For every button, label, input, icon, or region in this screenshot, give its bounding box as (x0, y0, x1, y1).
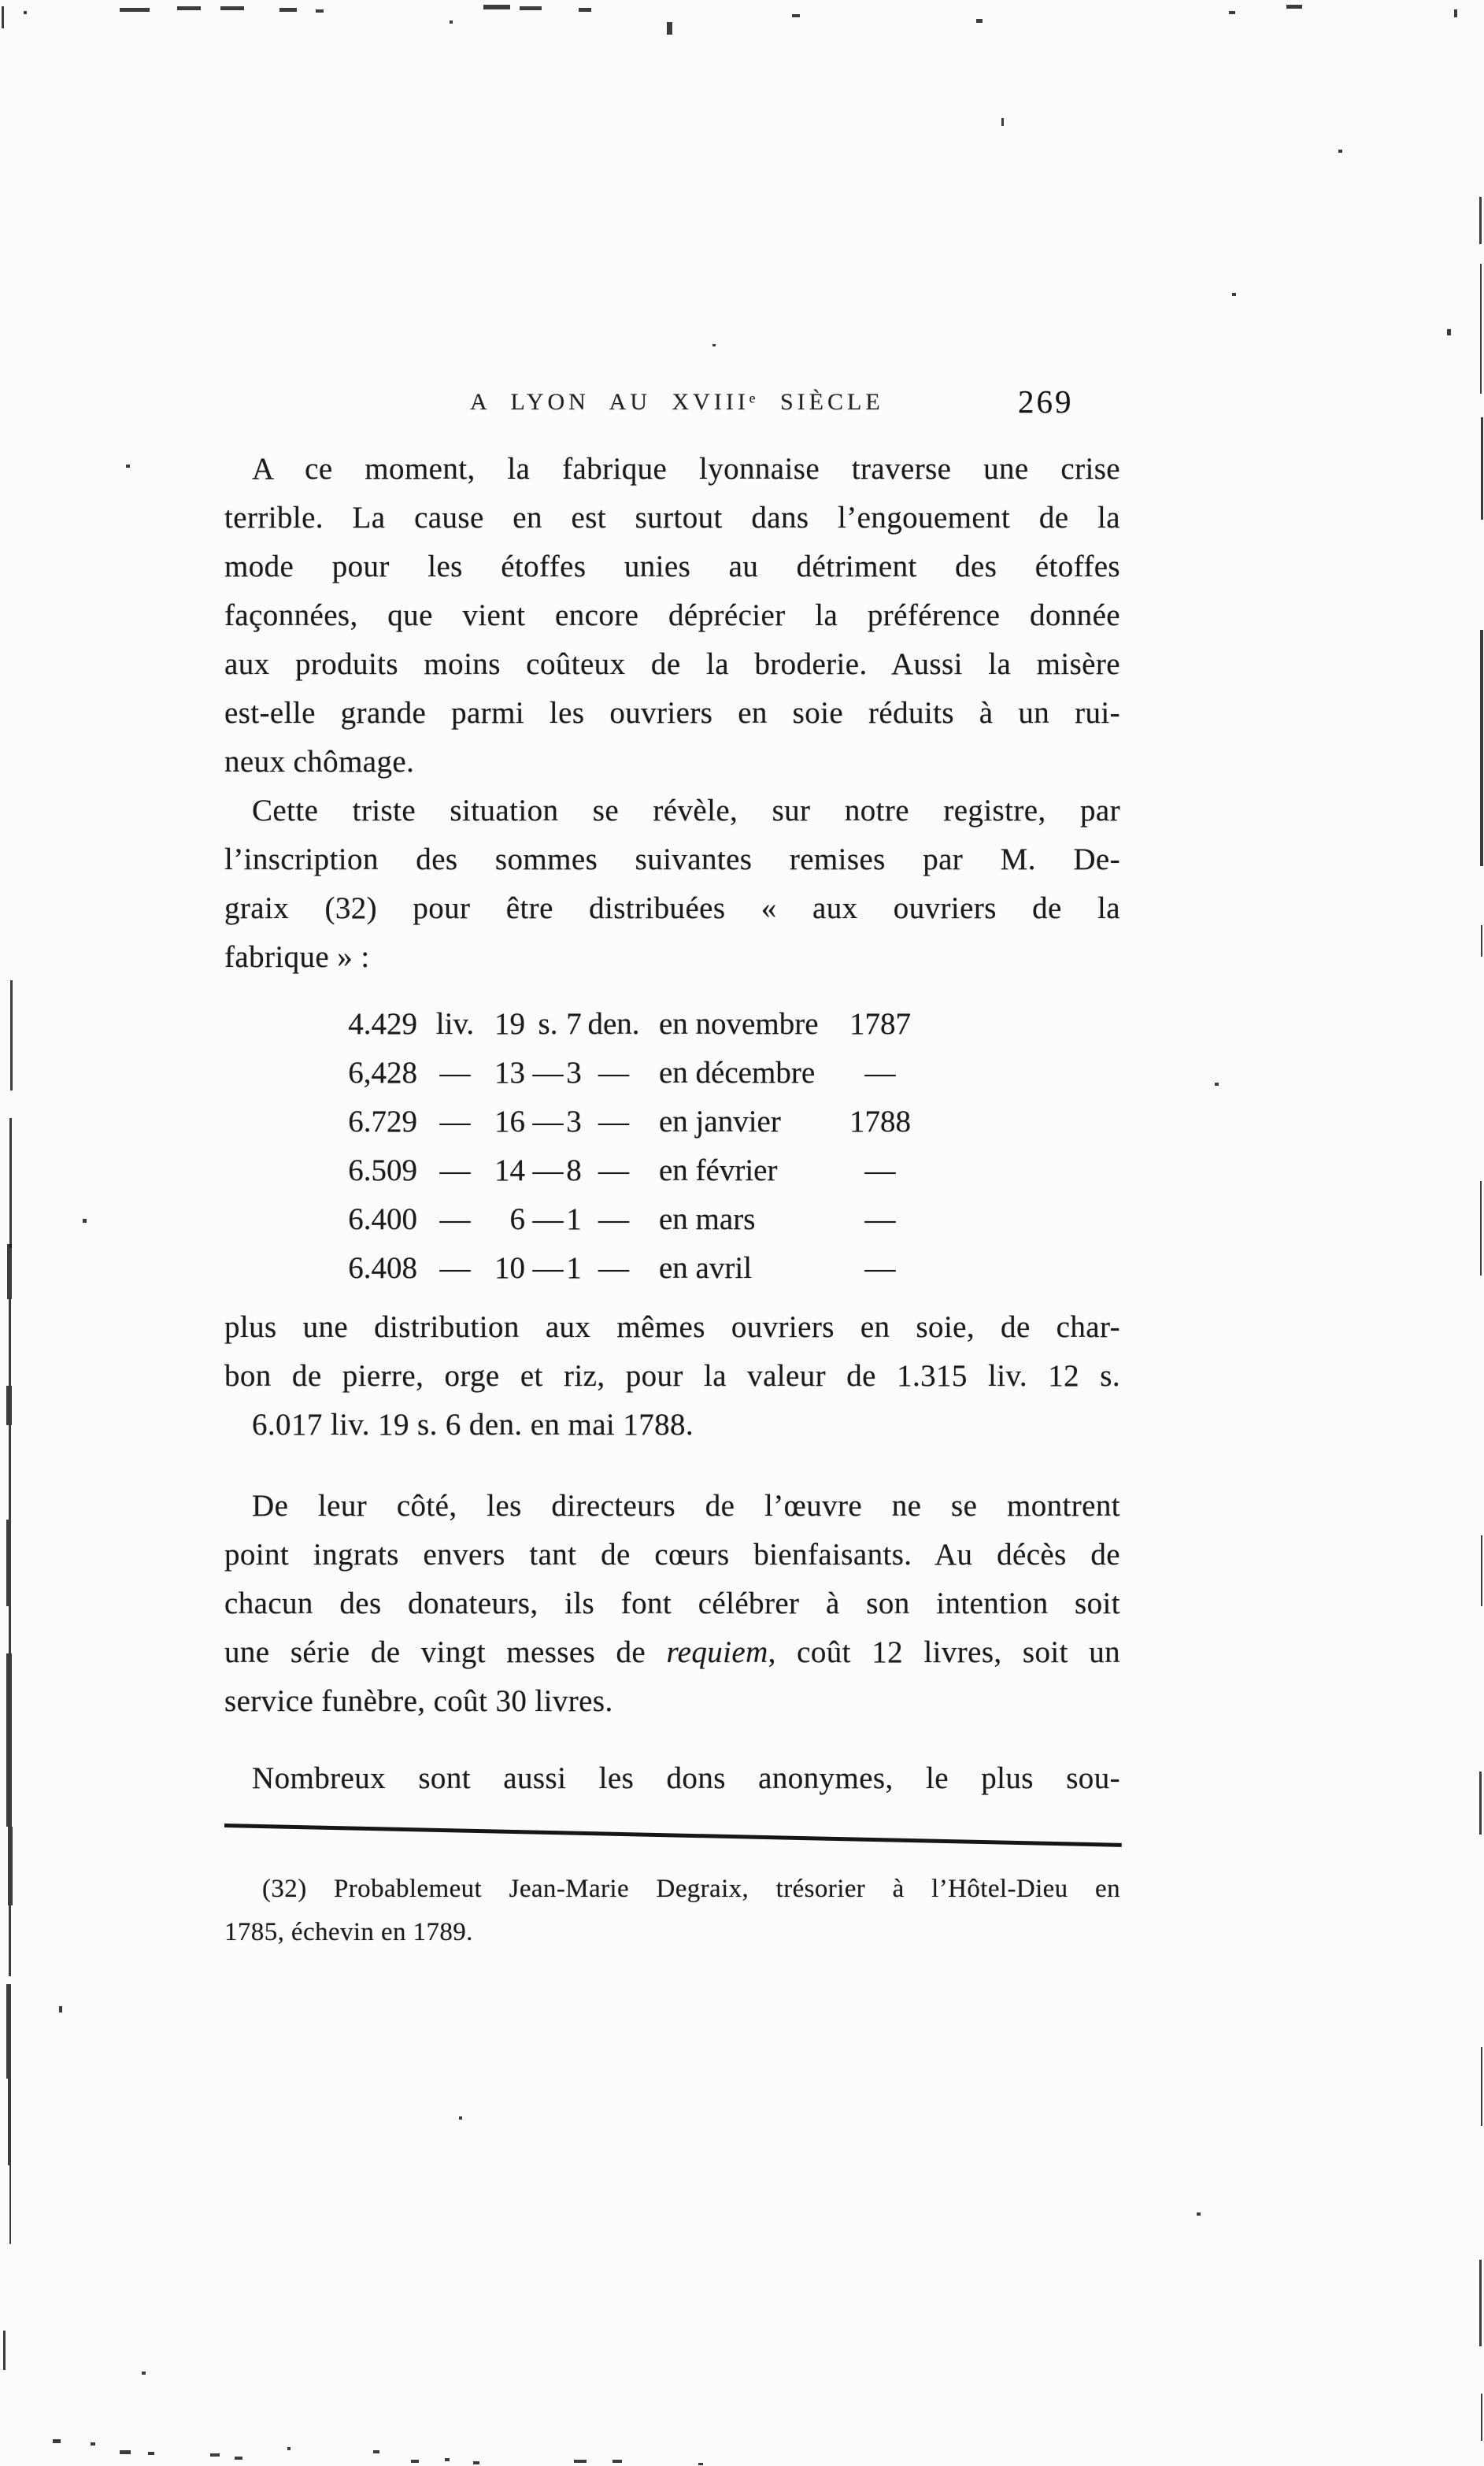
scan-artifact (9, 1118, 12, 1248)
text-run: point ingrats envers tant de cœurs bienfaisants. Au décès de (224, 1538, 1120, 1572)
scan-artifact (574, 2460, 587, 2463)
amounts-cell: — (598, 1056, 629, 1090)
text-run: A ce moment, la fabrique lyonnaise traverse une crise (252, 452, 1120, 486)
text-line (224, 1579, 1120, 1628)
scan-artifact (235, 2457, 242, 2460)
amounts-cell: 16 (494, 1105, 525, 1139)
text-run: aux produits moins coûteux de la broderie. Aussi la misère (224, 647, 1120, 681)
amounts-cell: en avril (659, 1251, 753, 1285)
scan-artifact (9, 1425, 11, 1520)
text-run: plus une distribution aux mêmes ouvriers en soie, de char- (224, 1310, 1120, 1344)
amounts-cell: 3 (566, 1056, 582, 1090)
scan-artifact (1479, 1772, 1482, 1835)
text-line (224, 884, 1120, 933)
text-run: une série de vingt messes de (224, 1635, 667, 1669)
amounts-cell: 19 (494, 1007, 525, 1041)
scan-artifact (8, 2079, 11, 2165)
scan-artifact (373, 2450, 379, 2453)
text-run: 6.017 liv. 19 s. 6 den. en mai 1788. (252, 1408, 694, 1442)
amounts-cell: — (439, 1202, 471, 1236)
text-line (224, 1401, 1120, 1450)
text-line (224, 1868, 1120, 1911)
amounts-cell: — (532, 1202, 564, 1236)
scan-artifact (698, 2463, 703, 2465)
text-run: De leur côté, les directeurs de l’œuvre ne se montrent (252, 1489, 1120, 1523)
text-run: Cette triste situation se révèle, sur notre registre, par (252, 794, 1120, 828)
scan-artifact (1001, 118, 1004, 126)
scan-artifact (10, 980, 13, 1090)
amounts-cell: 1787 (849, 1007, 911, 1041)
scan-artifact (976, 19, 983, 23)
text-run: est-elle grande parmi les ouvriers en soie réduits à un rui- (224, 696, 1120, 730)
amounts-cell: — (532, 1153, 564, 1187)
scan-artifact (83, 1219, 87, 1223)
scan-artifact (59, 2006, 62, 2012)
scan-artifact (120, 2450, 131, 2454)
amounts-cell: — (532, 1105, 564, 1139)
scan-artifact (450, 20, 453, 24)
amounts-cell: en février (659, 1153, 778, 1187)
scan-artifact (6, 1386, 12, 1425)
amounts-cell: — (864, 1153, 896, 1187)
text-run: l’inscription des sommes suivantes remises par M. De- (224, 842, 1120, 876)
amounts-cell: — (598, 1202, 629, 1236)
scan-artifact (1481, 925, 1482, 957)
paragraph (224, 1754, 1120, 1803)
paragraph (224, 1303, 1120, 1450)
scan-artifact (1454, 9, 1457, 17)
text-line (224, 640, 1120, 689)
running-header-title: A LYON AU XVIIIᵉ SIÈCLE (470, 389, 884, 415)
scan-artifact (411, 2460, 419, 2463)
amounts-cell: 4.429 (348, 1007, 417, 1041)
text-run: chacun des donateurs, ils font célébrer à son intention soit (224, 1587, 1120, 1620)
scan-artifact (287, 2447, 291, 2450)
amounts-cell: 7 (566, 1007, 582, 1041)
text-line (224, 1911, 1120, 1954)
text-line (224, 591, 1120, 640)
footnote-separator (224, 1824, 1122, 1847)
scan-artifact (91, 2442, 95, 2446)
italic-text: requiem (666, 1635, 768, 1669)
scan-artifact (126, 465, 130, 468)
amounts-cell: — (864, 1056, 896, 1090)
amounts-cell: en janvier (659, 1105, 781, 1139)
amounts-cell: en mars (659, 1202, 756, 1236)
scan-artifact (1480, 630, 1483, 866)
amounts-cell: 10 (494, 1251, 525, 1285)
text-line (224, 1531, 1120, 1579)
scan-artifact (1215, 1083, 1219, 1086)
scan-artifact (53, 2439, 61, 2443)
scan-artifact (142, 2372, 146, 2375)
scan-artifact (1481, 2047, 1482, 2126)
text-line (224, 445, 1120, 494)
scan-artifact (1232, 293, 1236, 296)
scan-artifact (1229, 11, 1235, 14)
amounts-cell: 6.729 (348, 1105, 417, 1139)
text-line (224, 1303, 1120, 1352)
scan-artifact (1481, 2394, 1482, 2441)
amounts-cell: den. (587, 1007, 640, 1041)
amounts-cell: 1788 (849, 1105, 911, 1139)
scan-artifact (520, 6, 542, 10)
text-run: fabrique » : (224, 940, 370, 974)
scan-artifact (8, 1827, 13, 1905)
text-line (224, 1628, 1120, 1677)
amounts-cell: — (864, 1202, 896, 1236)
footnote (224, 1868, 1120, 1954)
amounts-cell: 1 (566, 1202, 582, 1236)
scan-artifact (1479, 2260, 1482, 2346)
scan-artifact (220, 6, 244, 10)
amounts-cell: 6,428 (348, 1056, 417, 1090)
amounts-row (224, 1000, 1120, 1049)
amounts-cell: — (598, 1105, 629, 1139)
scan-artifact (445, 2458, 450, 2461)
amounts-cell: 6.509 (348, 1153, 417, 1187)
scan-artifact (1479, 197, 1482, 244)
scan-artifact (210, 2453, 220, 2457)
scan-artifact (9, 1299, 11, 1386)
paragraph (224, 445, 1120, 787)
text-line (224, 1754, 1120, 1803)
amounts-cell: — (439, 1056, 471, 1090)
text-run: façonnées, que vient encore déprécier la préférence donnée (224, 598, 1120, 632)
scan-artifact (279, 8, 297, 12)
text-line (224, 1677, 1120, 1726)
amounts-cell: — (439, 1251, 471, 1285)
scan-artifact (612, 2460, 622, 2463)
amounts-cell: — (532, 1251, 564, 1285)
text-line (224, 738, 1120, 787)
amounts-row (224, 1049, 1120, 1098)
amounts-cell: 3 (566, 1105, 582, 1139)
scan-artifact (483, 5, 510, 9)
amounts-table (224, 1000, 1120, 1293)
amounts-cell: 14 (494, 1153, 525, 1187)
text-line (224, 542, 1120, 591)
scan-artifact (24, 11, 27, 14)
amounts-cell: s. (538, 1007, 558, 1041)
amounts-row (224, 1195, 1120, 1244)
amounts-cell: 6.408 (348, 1251, 417, 1285)
scan-artifact (1481, 417, 1483, 520)
amounts-cell: 1 (566, 1251, 582, 1285)
scan-artifact (459, 2116, 462, 2120)
amounts-cell: — (532, 1056, 564, 1090)
scan-artifact (579, 8, 591, 12)
text-line (224, 494, 1120, 542)
text-run: bon de pierre, orge et riz, pour la valeur de 1.315 liv. 12 s. (224, 1359, 1120, 1393)
text-run: mode pour les étoffes unies au détriment des étoffes (224, 550, 1120, 583)
text-line (224, 933, 1120, 982)
text-line (224, 835, 1120, 884)
amounts-row (224, 1146, 1120, 1195)
text-run: (32) Probablemeut Jean-Marie Degraix, trésorier à l’Hôtel-Dieu en (262, 1875, 1120, 1903)
amounts-cell: 6.400 (348, 1202, 417, 1236)
paragraph (224, 787, 1120, 982)
text-line (224, 1482, 1120, 1531)
amounts-cell: — (439, 1105, 471, 1139)
amounts-cell: 6 (509, 1202, 525, 1236)
scan-artifact (6, 1653, 12, 1827)
scan-artifact (1447, 329, 1451, 335)
scan-artifact (1338, 150, 1342, 153)
amounts-cell: 13 (494, 1056, 525, 1090)
text-run: Nombreux sont aussi les dons anonymes, le plus sou- (252, 1761, 1120, 1795)
scan-artifact (712, 344, 716, 346)
amounts-cell: — (864, 1251, 896, 1285)
scan-artifact (1480, 1181, 1482, 1276)
scan-artifact (792, 14, 800, 17)
scan-artifact (1286, 5, 1302, 9)
text-run: , coût 12 livres, soit un (768, 1635, 1121, 1669)
text-run: service funèbre, coût 30 livres. (224, 1684, 613, 1718)
text-run: terrible. La cause en est surtout dans l’engouement de la (224, 501, 1120, 535)
scan-artifact (9, 1905, 11, 1976)
amounts-row (224, 1244, 1120, 1293)
amounts-cell: liv. (435, 1007, 475, 1041)
scan-artifact (9, 1606, 11, 1653)
scan-artifact (9, 2165, 11, 2244)
running-header (224, 384, 1120, 422)
amounts-cell: 8 (566, 1153, 582, 1187)
paragraph (224, 1482, 1120, 1726)
scan-artifact (2, 6, 4, 28)
scan-artifact (1197, 2212, 1201, 2216)
text-line (224, 787, 1120, 835)
scan-artifact (1480, 264, 1482, 394)
scan-artifact (7, 1244, 12, 1299)
scan-artifact (6, 1984, 11, 2079)
text-run: 1785, échevin en 1789. (224, 1918, 473, 1946)
amounts-cell: — (439, 1153, 471, 1187)
scan-artifact (3, 2331, 6, 2370)
scan-artifact (148, 2452, 154, 2455)
amounts-cell: en novembre (659, 1007, 819, 1041)
scan-artifact (1481, 1535, 1482, 1606)
amounts-cell: — (598, 1153, 629, 1187)
amounts-row (224, 1098, 1120, 1146)
amounts-cell: — (598, 1251, 629, 1285)
scan-artifact (6, 1520, 11, 1606)
scan-artifact (177, 6, 201, 10)
text-run: graix (32) pour être distribuées « aux ouvriers de la (224, 891, 1120, 925)
scan-artifact (120, 8, 150, 12)
scan-artifact (473, 2461, 479, 2464)
text-line (224, 689, 1120, 738)
amounts-cell: en décembre (659, 1056, 816, 1090)
text-run: neux chômage. (224, 745, 415, 779)
scan-artifact (316, 9, 324, 13)
page-number: 269 (1018, 383, 1074, 420)
scan-artifact (667, 22, 672, 35)
text-line (224, 1352, 1120, 1401)
